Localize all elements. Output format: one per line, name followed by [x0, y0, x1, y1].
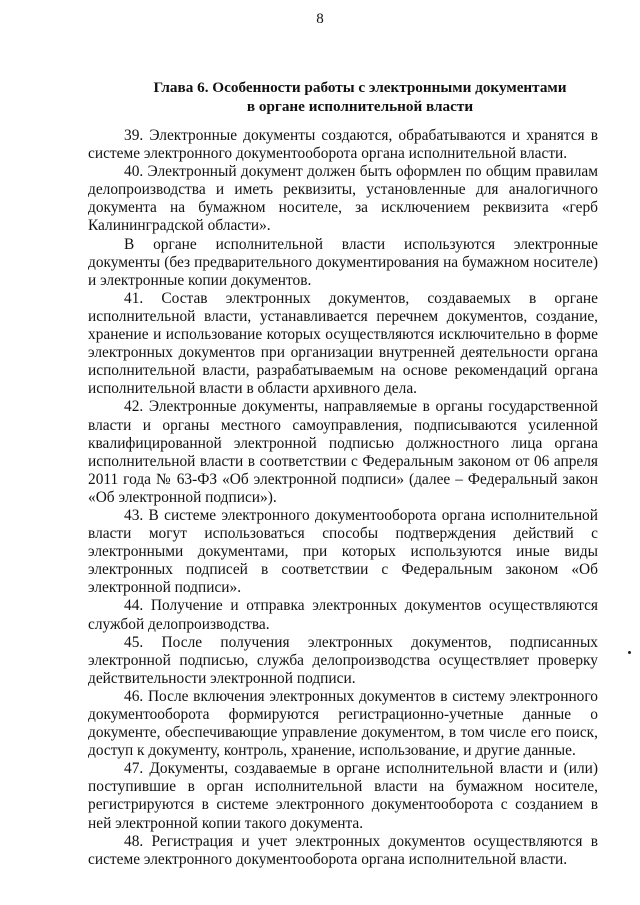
paragraph-47: 47. Документы, создаваемые в органе исполнительной власти и (или) поступившие в орган исполнительной власти на бумажном носителе, регистрируются в системе электронного документооборота с созданием в ней электронной копии такого документа. — [88, 760, 598, 832]
paragraph-40-continued: В органе исполнительной власти используются электронные документы (без предварительного документирования на бумажном носителе) и электронные копии документов. — [88, 235, 598, 289]
paragraph-39: 39. Электронные документы создаются, обрабатываются и хранятся в системе электронного документооборота органа исполнительной власти. — [88, 127, 598, 163]
chapter-title-line-1: Глава 6. Особенности работы с электронными документами — [153, 79, 567, 96]
chapter-title-line-2: в органе исполнительной власти — [246, 98, 474, 115]
paragraph-44: 44. Получение и отправка электронных документов осуществляются службой делопроизводства. — [88, 597, 598, 633]
paragraph-40: 40. Электронный документ должен быть оформлен по общим правилам делопроизводства и иметь реквизиты, установленные для аналогичного документа на бумажном носителе, за исключением реквизита «герб Калининградской области». — [88, 163, 598, 235]
margin-mark — [628, 651, 631, 654]
paragraph-41: 41. Состав электронных документов, создаваемых в органе исполнительной власти, устанавливается перечнем документов, создание, хранение и использование которых осуществляются исключительно в форме электронных документов при организации внутренней деятельности органа исполнительной власти, разрабатываемым на основе рекомендаций органа исполнительной власти в области архивного дела. — [88, 289, 598, 398]
document-body — [88, 127, 598, 869]
paragraph-42: 42. Электронные документы, направляемые в органы государственной власти и органы местного самоуправления, подписываются усиленной квалифицированной электронной подписью должностного лица органа исполнительной власти в соответствии с Федеральным законом от 06 апреля 2011 года № 63-ФЗ «Об электронной подписи» (далее – Федеральный закон «Об электронной подписи»). — [88, 398, 598, 506]
page-number: 8 — [316, 11, 324, 27]
paragraph-46: 46. После включения электронных документов в систему электронного документооборота формируются регистрационно-учетные данные о документе, обеспечивающие управление документом, в том числе его поиск, доступ к документу, контроль, хранение, использование, и другие данные. — [88, 687, 598, 760]
paragraph-48: 48. Регистрация и учет электронных документов осуществляются в системе электронного документооборота органа исполнительной власти. — [88, 832, 598, 868]
paragraph-43: 43. В системе электронного документооборота органа исполнительной власти могут использоваться способы подтверждения действий с электронными документами, при которых используются иные виды электронных подписей в соответствии с Федеральным законом «Об электронной подписи». — [88, 506, 598, 597]
chapter-title — [120, 78, 600, 116]
paragraph-45: 45. После получения электронных документов, подписанных электронной подписью, служба делопроизводства осуществляет проверку действительности электронной подписи. — [88, 633, 598, 687]
